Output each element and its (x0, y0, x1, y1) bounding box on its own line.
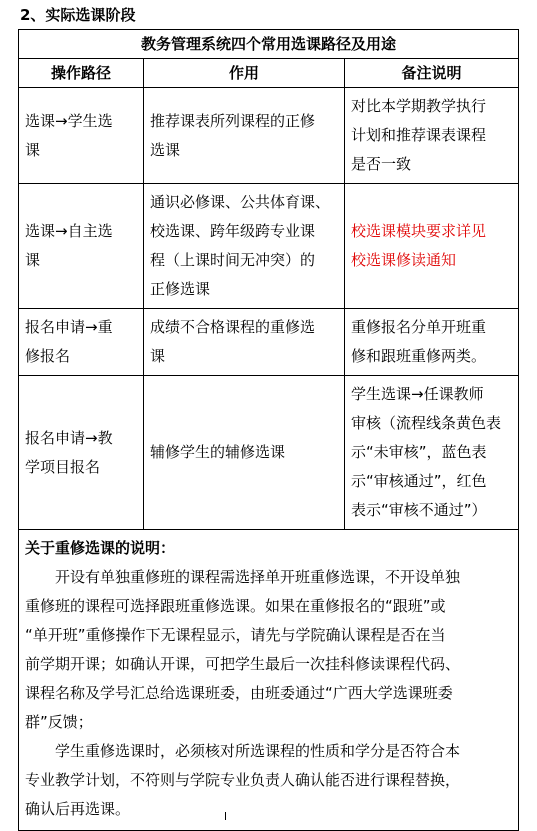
table-caption: 教务管理系统四个常用选课路径及用途 (19, 30, 519, 59)
table-row (19, 309, 519, 376)
note-cell (345, 376, 519, 530)
note-cell-line: 审核（流程线条黄色表 (351, 414, 502, 432)
notes-paragraph-2 (25, 737, 512, 824)
notes-title: 关于重修选课的说明： (25, 539, 176, 557)
notes-cell (19, 530, 519, 831)
table-row (19, 376, 519, 530)
note-cell-line: 校选课模块要求详见 (351, 222, 487, 240)
path-cell-line: 课 (25, 251, 41, 269)
header-path: 操作路径 (19, 59, 144, 88)
notes-line: 专业教学计划，不符则与学院专业负责人确认能否进行课程替换， (25, 771, 461, 789)
purpose-cell-line: 通识必修课、公共体育课、 (150, 193, 331, 211)
table-row (19, 184, 519, 309)
path-cell (19, 88, 144, 184)
path-cell-line: 选课→学生选 (25, 111, 113, 130)
purpose-cell-line: 推荐课表所列课程的正修 (150, 111, 316, 130)
section-title: 2、实际选课阶段 (20, 6, 136, 24)
path-cell (19, 376, 144, 530)
path-cell-line: 修报名 (25, 347, 71, 365)
purpose-cell (144, 309, 345, 376)
note-cell-line: 是否一致 (351, 155, 412, 173)
purpose-cell-line: 成绩不合格课程的重修选 (150, 318, 316, 336)
path-cell-line: 选课→自主选 (25, 222, 113, 240)
notes-paragraph-1 (25, 563, 512, 737)
note-cell (345, 88, 519, 184)
purpose-cell-line: 程（上课时间无冲突）的 (150, 251, 316, 269)
purpose-cell-line: 选课 (150, 140, 181, 159)
table-header-row (19, 59, 519, 88)
table-caption-row (19, 30, 519, 59)
page-mark (225, 812, 226, 820)
notes-line: 确认后再选课。 (25, 800, 131, 818)
note-cell-line: 修和跟班重修两类。 (351, 347, 487, 365)
table-row (19, 88, 519, 184)
note-cell-line: 学生选课→任课教师 (351, 385, 484, 403)
note-cell-line: 示“审核通过”，红色 (351, 472, 487, 490)
path-cell-line: 课 (25, 140, 41, 159)
path-cell-line: 学项目报名 (25, 457, 101, 476)
note-cell-line: 校选课修读通知 (351, 251, 457, 269)
path-cell (19, 184, 144, 309)
note-cell-line: 示“未审核”，蓝色表 (351, 443, 487, 461)
notes-line: “单开班”重修操作下无课程显示，请先与学院确认课程是否在当 (25, 626, 446, 644)
notes-row (19, 530, 519, 831)
notes-line: 前学期开课；如确认开课，可把学生最后一次挂科修读课程代码、 (25, 655, 461, 673)
note-cell-line: 重修报名分单开班重 (351, 318, 487, 336)
header-purpose: 作用 (144, 59, 345, 88)
purpose-cell-line: 课 (150, 347, 166, 365)
note-cell-line: 表示“审核不通过”） (351, 501, 487, 519)
notes-line: 开设有单独重修班的课程需选择单开班重修选课，不开设单独 (55, 568, 461, 586)
purpose-cell (144, 88, 345, 184)
path-cell (19, 309, 144, 376)
notes-line: 重修班的课程可选择跟班重修选课。如果在重修报名的“跟班”或 (25, 597, 446, 615)
notes-line: 学生重修选课时，必须核对所选课程的性质和学分是否符合本 (55, 742, 461, 760)
notes-line: 课程名称及学号汇总给选课班委，由班委通过“广西大学选课班委 (25, 684, 453, 702)
path-cell-line: 报名申请→重 (25, 318, 113, 336)
course-path-table (18, 29, 519, 831)
header-note: 备注说明 (345, 59, 519, 88)
purpose-cell-line: 正修选课 (150, 280, 211, 298)
path-cell-line: 报名申请→教 (25, 428, 113, 447)
purpose-cell (144, 184, 345, 309)
purpose-cell-line: 辅修学生的辅修选课 (150, 443, 286, 461)
notes-line: 群”反馈； (25, 713, 93, 731)
note-cell-line: 计划和推荐课表课程 (351, 126, 487, 144)
note-cell (345, 184, 519, 309)
note-cell-line: 对比本学期教学执行 (351, 97, 487, 115)
purpose-cell-line: 校选课、跨年级跨专业课 (150, 222, 316, 240)
purpose-cell (144, 376, 345, 530)
note-cell (345, 309, 519, 376)
